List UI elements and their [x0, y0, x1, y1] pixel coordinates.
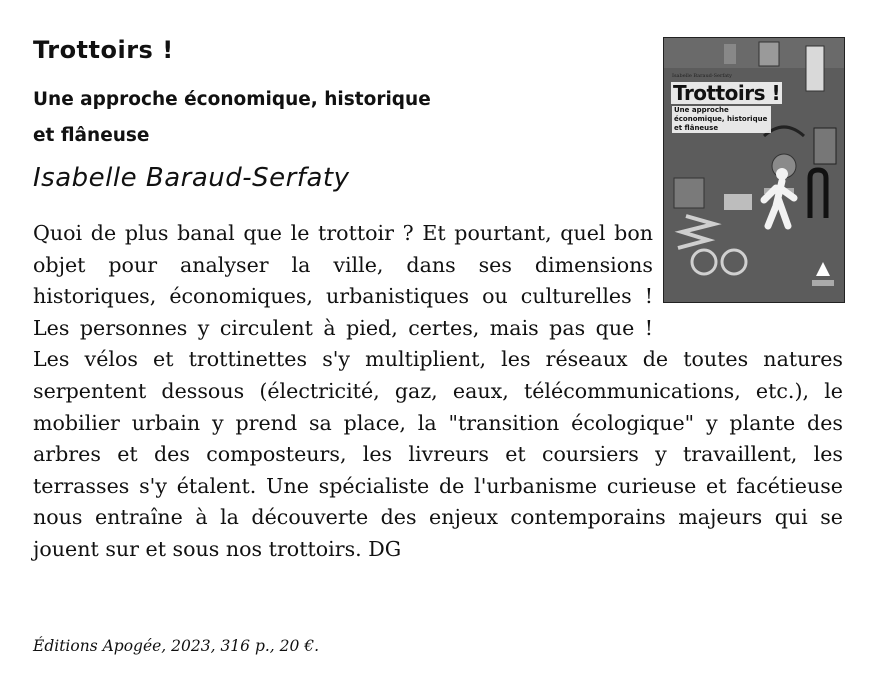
cover-title: Trottoirs !: [673, 81, 781, 105]
cover-author: Isabelle Baraud-Serfaty: [672, 73, 733, 79]
description-text: Quoi de plus banal que le trottoir ? Et pourtant, quel bon objet pour analyser la ville, dans ses dimensions historiques, économiques, urbanistiques ou culturelles ! Les personnes y circulent à pied, certes, mais pas que ! Les vélos et trottinettes s'y multiplient, les réseaux de toutes natures serpentent dessous (électricité, gaz, eaux, télécommunications, etc.), le mobilier urbain y prend sa place, la "transition écologique" y plante des arbres et des composteurs, les livreurs et coursiers y travaillent, les terrasses s'y étalent. Une spécialiste de l'urbanisme curieuse et facétieuse nous entraîne à la découverte des enjeux contemporains majeurs qui se jouent sur et sous nos trottoirs. DG: [33, 221, 843, 561]
cover-wrap-space: [653, 218, 843, 330]
cover-subtitle: Une approche économique, historique et flâneuse: [672, 106, 771, 133]
publication-info: Éditions Apogée, 2023, 316 p., 20 €.: [33, 637, 320, 655]
book-author: Isabelle Baraud-Serfaty: [33, 163, 350, 193]
book-title: Trottoirs !: [33, 36, 174, 64]
book-description: [33, 218, 843, 566]
book-subtitle: Une approche économique, historique et flâneuse: [33, 89, 431, 146]
